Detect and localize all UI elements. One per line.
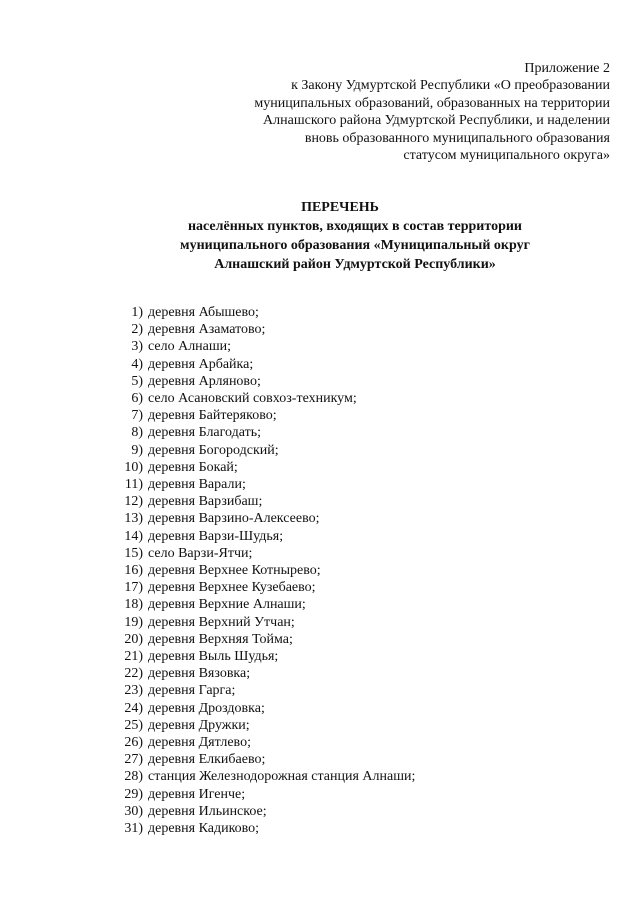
list-item-name: деревня Выль Шудья;: [148, 649, 279, 665]
list-item-number: 15): [124, 545, 143, 561]
list-item: [112, 545, 415, 562]
list-item: [112, 321, 415, 338]
list-item: [112, 596, 415, 613]
list-item: [112, 631, 415, 648]
list-item-number: 5): [131, 373, 143, 389]
list-item: [112, 442, 415, 459]
list-item-name: деревня Верхние Алнаши;: [148, 597, 306, 613]
list-item: [112, 407, 415, 424]
list-item-number: 8): [131, 425, 143, 441]
list-item-name: деревня Варзибаш;: [148, 494, 263, 510]
list-item-name: деревня Дроздовка;: [148, 700, 265, 716]
list-item: [112, 459, 415, 476]
list-item-name: деревня Гарга;: [148, 683, 236, 699]
list-item-name: деревня Елкибаево;: [148, 752, 266, 768]
settlement-list: [112, 304, 415, 837]
list-item-name: деревня Вязовка;: [148, 666, 251, 682]
list-item-number: 10): [124, 459, 143, 475]
list-item: [112, 803, 415, 820]
appendix-header: [190, 60, 610, 164]
list-item-name: деревня Верхняя Тойма;: [148, 631, 293, 647]
appendix-line: Алнашского района Удмуртской Республики, и наделении: [263, 113, 610, 129]
list-item-number: 13): [124, 511, 143, 527]
list-item: [112, 682, 415, 699]
list-item-number: 26): [124, 735, 143, 751]
list-item-name: село Варзи-Ятчи;: [148, 545, 253, 561]
list-item: [112, 493, 415, 510]
list-item-name: деревня Кадиково;: [148, 821, 260, 837]
list-item-name: деревня Байтеряково;: [148, 408, 277, 424]
list-item-name: деревня Верхнее Котнырево;: [148, 563, 321, 579]
list-item-number: 17): [124, 580, 143, 596]
list-item-name: деревня Варали;: [148, 477, 246, 493]
list-item-number: 2): [131, 322, 143, 338]
list-item: [112, 665, 415, 682]
title-line: муниципального образования «Муниципальный округ: [180, 238, 530, 253]
list-item-name: станция Железнодорожная станция Алнаши;: [148, 769, 416, 785]
list-item-name: деревня Варзино-Алексеево;: [148, 511, 320, 527]
title-heading: ПЕРЕЧЕНЬ: [301, 200, 379, 215]
list-item: [112, 768, 415, 785]
list-item: [112, 648, 415, 665]
list-item-number: 24): [124, 700, 143, 716]
list-item-number: 4): [131, 356, 143, 372]
list-item-name: деревня Варзи-Шудья;: [148, 528, 284, 544]
list-item-number: 3): [131, 339, 143, 355]
title-line: Алнашский район Удмуртской Республики»: [214, 257, 496, 272]
list-item-number: 6): [131, 391, 143, 407]
list-item-number: 29): [124, 786, 143, 802]
appendix-line: муниципальных образований, образованных на территории: [254, 95, 610, 111]
list-item-name: деревня Арляново;: [148, 373, 261, 389]
list-item-number: 12): [124, 494, 143, 510]
list-item-number: 18): [124, 597, 143, 613]
list-item-name: деревня Благодать;: [148, 425, 262, 441]
list-item-number: 7): [131, 408, 143, 424]
list-item-name: село Алнаши;: [148, 339, 232, 355]
list-item-name: деревня Дятлево;: [148, 735, 251, 751]
title-line: населённых пунктов, входящих в состав территории: [187, 219, 522, 234]
list-item: [112, 390, 415, 407]
list-item: [112, 476, 415, 493]
appendix-line: статусом муниципального округа»: [403, 148, 610, 164]
list-item: [112, 338, 415, 355]
list-item: [112, 751, 415, 768]
list-item: [112, 424, 415, 441]
list-item-name: деревня Верхнее Кузебаево;: [148, 580, 316, 596]
list-item-name: деревня Верхний Утчан;: [148, 614, 295, 630]
list-item-name: деревня Азаматово;: [148, 322, 266, 338]
list-item-name: деревня Игенче;: [148, 786, 246, 802]
list-item: [112, 786, 415, 803]
list-item-name: деревня Арбайка;: [148, 356, 254, 372]
list-item: [112, 304, 415, 321]
list-item-number: 30): [124, 803, 143, 819]
list-item-number: 1): [131, 305, 143, 320]
list-item-number: 20): [124, 631, 143, 647]
list-item: [112, 373, 415, 390]
list-item-number: 22): [124, 666, 143, 682]
list-item-number: 11): [124, 477, 143, 493]
list-item: [112, 528, 415, 545]
list-item: [112, 734, 415, 751]
list-item-number: 16): [124, 563, 143, 579]
list-item-number: 25): [124, 717, 143, 733]
list-item-number: 9): [131, 442, 143, 458]
list-item-name: деревня Дружки;: [148, 717, 250, 733]
appendix-line: к Закону Удмуртской Республики «О преобразовании: [291, 78, 610, 94]
list-item-number: 14): [124, 528, 143, 544]
list-item-number: 28): [124, 769, 143, 785]
list-item: [112, 614, 415, 631]
list-item: [112, 356, 415, 373]
list-item: [112, 717, 415, 734]
list-item: [112, 579, 415, 596]
list-item-number: 19): [124, 614, 143, 630]
list-item-name: деревня Абышево;: [148, 305, 259, 320]
list-item-name: село Асановский совхоз-техникум;: [148, 391, 357, 407]
list-item-number: 21): [124, 649, 143, 665]
list-item-name: деревня Ильинское;: [148, 803, 267, 819]
list-item-number: 23): [124, 683, 143, 699]
list-item: [112, 562, 415, 579]
list-item: [112, 820, 415, 837]
list-item-name: деревня Богородский;: [148, 442, 279, 458]
appendix-line: вновь образованного муниципального образования: [304, 130, 610, 146]
list-item: [112, 700, 415, 717]
appendix-line: Приложение 2: [524, 61, 610, 76]
list-item-number: 31): [124, 821, 143, 837]
list-item-number: 27): [124, 752, 143, 768]
list-item-name: деревня Бокай;: [148, 459, 238, 475]
document-title: [0, 198, 640, 274]
list-item: [112, 510, 415, 527]
